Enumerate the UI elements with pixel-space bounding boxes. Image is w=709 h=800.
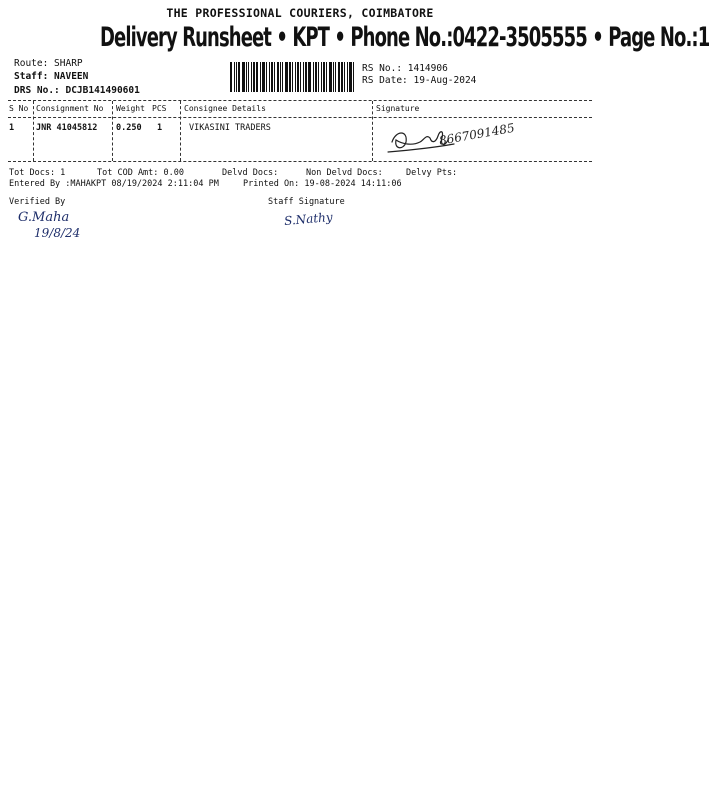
route-label: Route: SHARP [14,58,83,69]
runsheet-title: Delivery Runsheet • KPT • Phone No.:0422-3505555 • Page No.:1 [100,22,709,53]
row-consignment: JNR 41045812 [36,123,98,133]
col-divider [33,101,34,161]
header-consignee: Consignee Details [184,104,266,113]
row-sno: 1 [9,123,15,133]
staff-signature-label: Staff Signature [268,197,345,207]
delvd-docs: Delvd Docs: [222,168,279,178]
printed-on: Printed On: 19-08-2024 14:11:06 [243,179,402,189]
entered-by: Entered By :MAHAKPT 08/19/2024 2:11:04 PM [9,179,219,189]
row-weight: 0.250 [116,123,142,133]
rs-date: RS Date: 19-Aug-2024 [362,75,477,86]
header-pcs: PCS [152,104,167,113]
header-signature: Signature [376,104,420,113]
receiver-phone: 8667091485 [438,120,516,148]
table-top-rule [8,100,592,101]
tot-docs: Tot Docs: 1 [9,168,66,178]
table-header-rule [8,117,592,118]
staff-handwriting: S.Nathy [283,209,334,229]
header-weight: Weight [116,104,145,113]
col-divider [180,101,181,161]
company-name: THE PROFESSIONAL COURIERS, COIMBATORE [166,6,434,20]
col-divider [112,101,113,161]
non-delvd-docs: Non Delvd Docs: [306,168,383,178]
header-consignment: Consignment No [36,104,104,113]
header-sno: S No [9,104,29,113]
verified-by-label: Verified By [9,197,66,207]
delvy-pts: Delvy Pts: [406,168,458,178]
staff-label: Staff: NAVEEN [14,71,89,82]
barcode-image [230,62,356,92]
verifier-handwriting: G.Maha [18,210,70,225]
col-divider [372,101,373,161]
rs-number: RS No.: 1414906 [362,63,448,74]
drs-number: DRS No.: DCJB141490601 [14,85,140,96]
row-consignee: VIKASINI TRADERS [189,123,271,133]
verifier-date-handwriting: 19/8/24 [34,226,81,240]
row-pcs: 1 [157,123,163,133]
tot-cod: Tot COD Amt: 0.00 [97,168,184,178]
